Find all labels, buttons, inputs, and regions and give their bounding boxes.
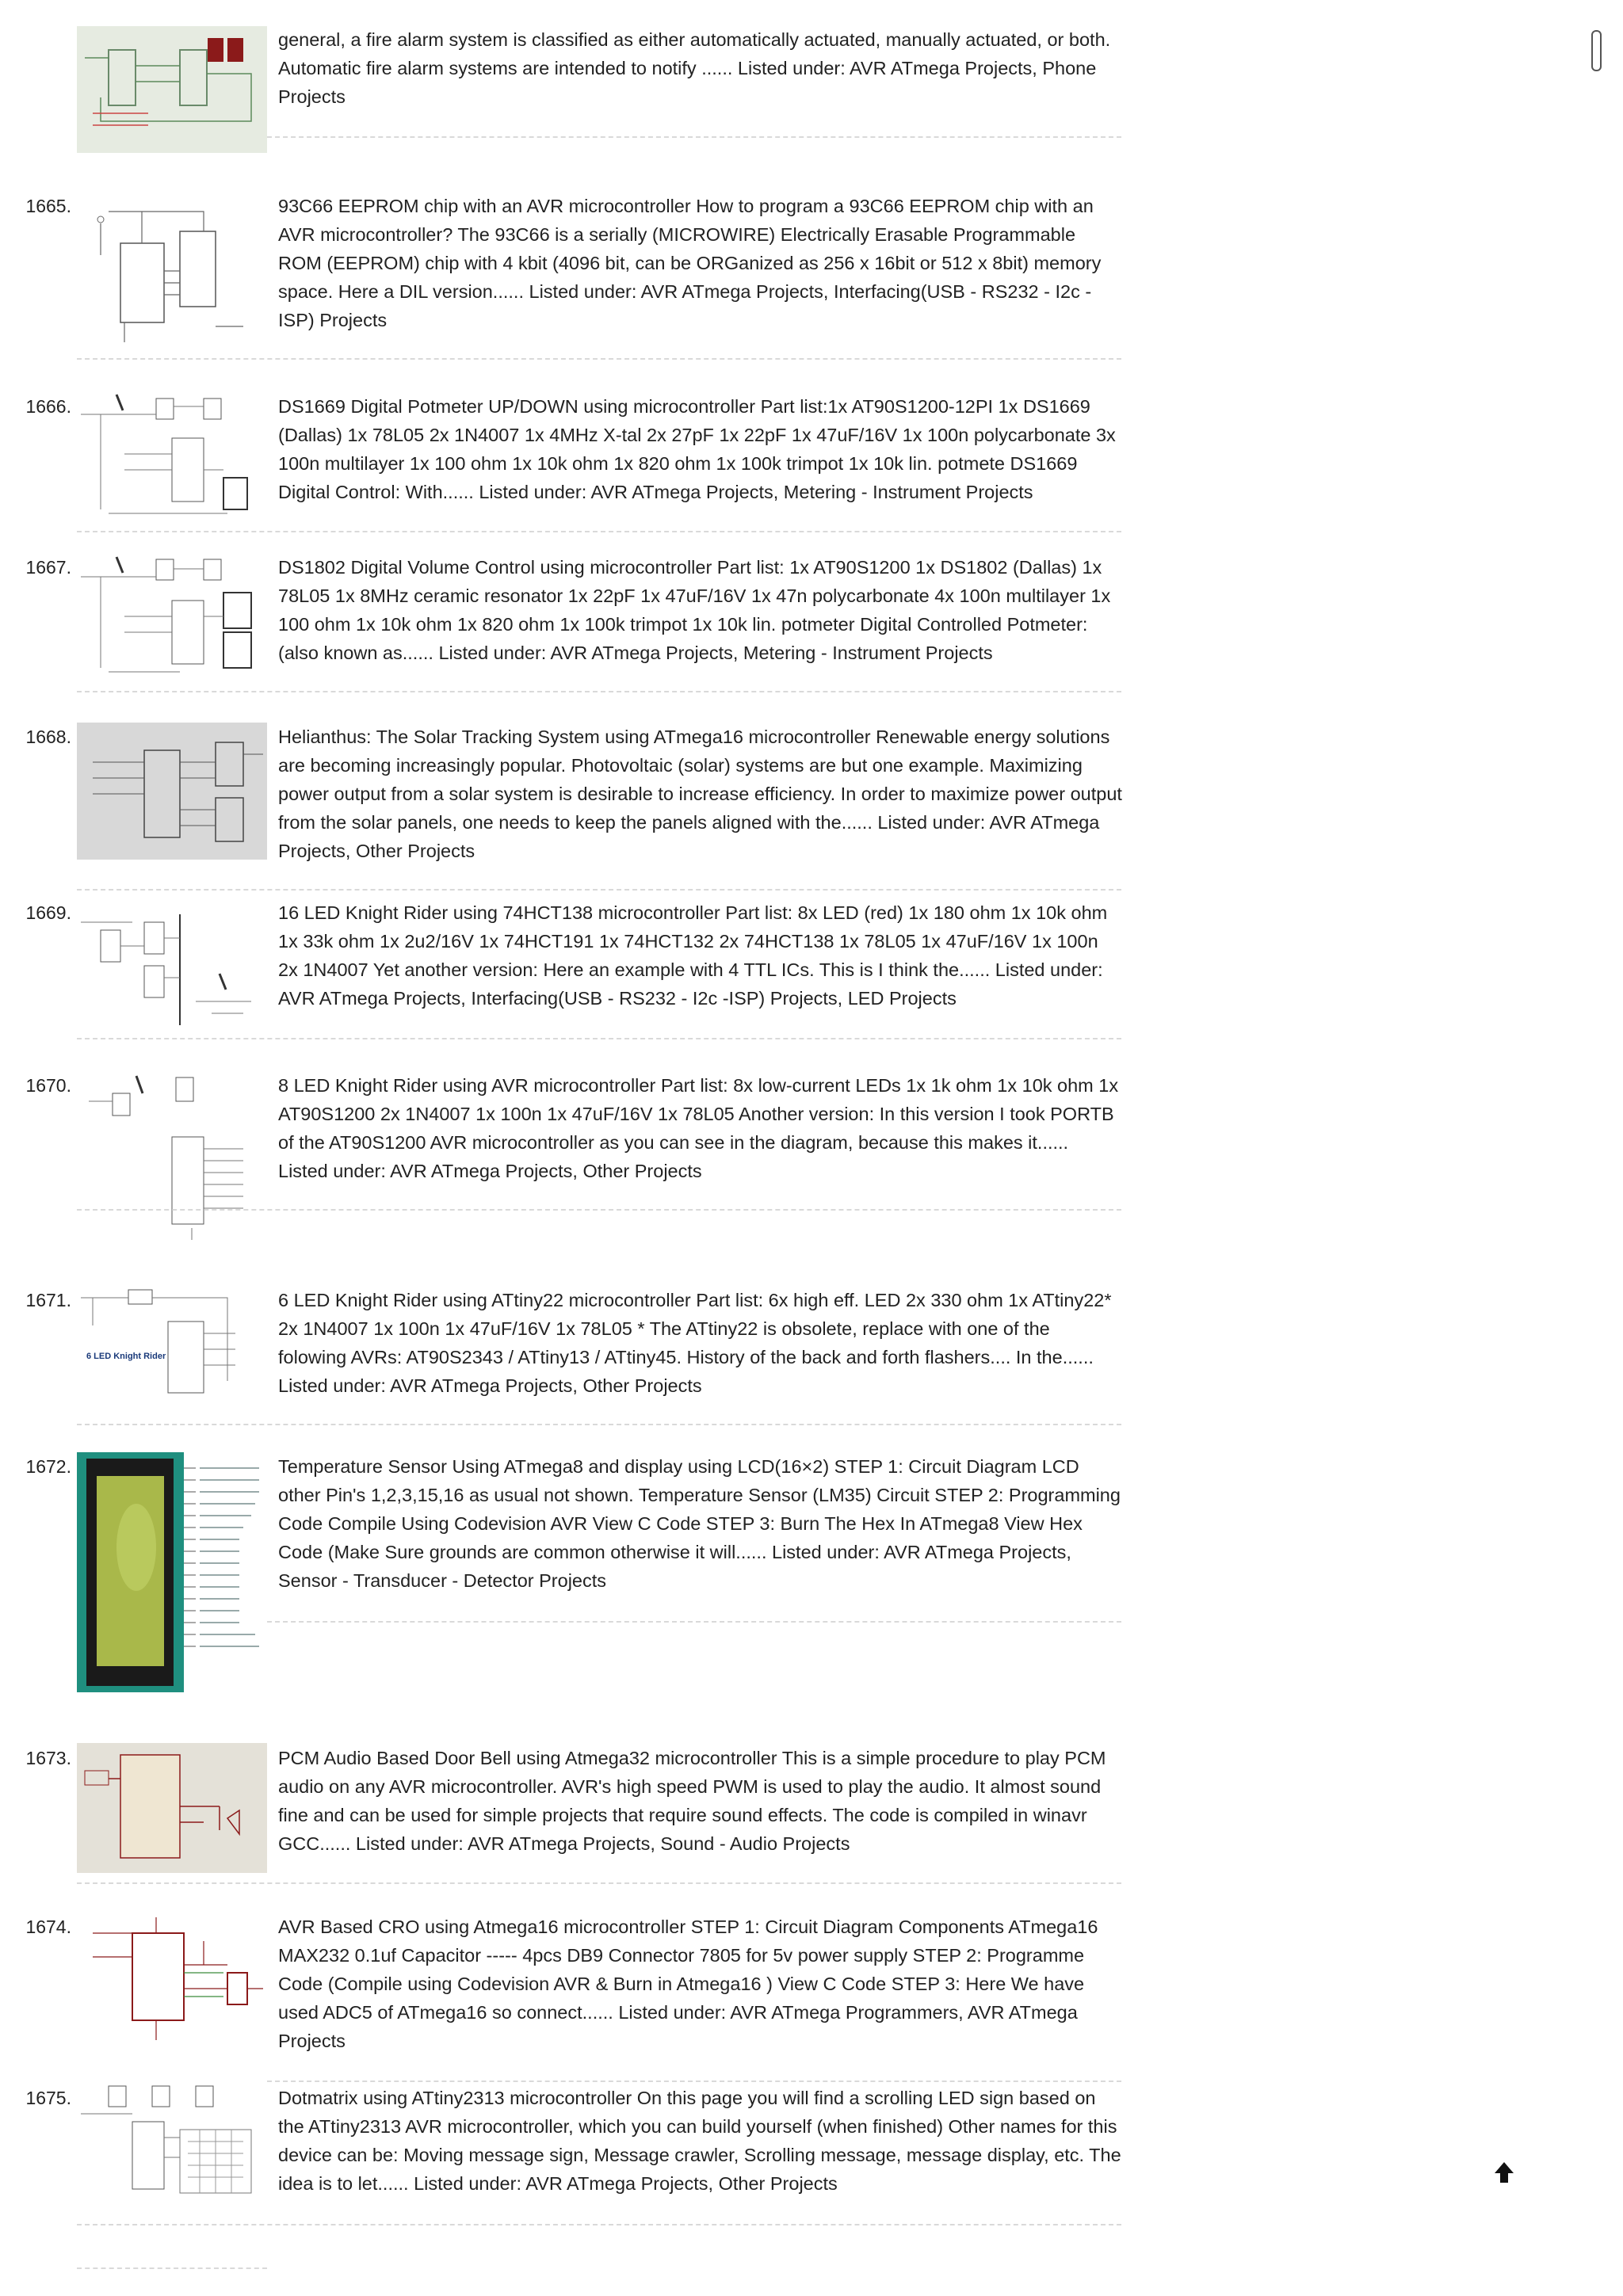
divider [77, 1209, 1121, 1211]
arrow-up-icon [1494, 2161, 1514, 2184]
entry-number: 1670. [25, 1075, 71, 1096]
divider [77, 1424, 1121, 1425]
divider [77, 889, 1121, 891]
divider [267, 136, 1121, 138]
cro-schematic-thumbnail[interactable] [77, 1909, 267, 2050]
entry-description: 6 LED Knight Rider using ATtiny22 microcontroller Part list: 6x high eff. LED 2x 330 ohm 1x ATtiny22* 2x 1N4007 1x 100n 1x 47uF/16V 1x 78L05 * The ATtiny22 is obsolete, replace with one of the folowing AVRs: AT90S2343 / ATtiny13 / ATtiny45. History of the back and forth flashers.... In the...... Listed under: AVR ATmega Projects, Other Projects [278, 1290, 1112, 1396]
entry-description: DS1802 Digital Volume Control using microcontroller Part list: 1x AT90S1200 1x DS1802 (Dallas) 1x 78L05 1x 8MHz ceramic resonator 1x 22pF 1x 47uF/16V 1x 47n polycarbonate 4x 100n multilayer 1x 100 ohm 1x 10k ohm 1x 820 ohm 1x 100k trimpot 1x 10k lin. potmeter Digital Controlled Potmeter: (also known as...... Listed under: AVR ATmega Projects, Metering - Instrument Projects [278, 557, 1111, 663]
entry-number: 1668. [25, 727, 71, 747]
entry-description: Dotmatrix using ATtiny2313 microcontroller On this page you will find a scrolling LED sign based on the ATtiny2313 AVR microcontroller, which you can build yourself (when finished) Other names for this device can be: Moving message sign, Message crawler, Scrolling message, message display, etc. The idea is to let...... Listed under: AVR ATmega Projects, Other Projects [278, 2088, 1121, 2194]
entry-number: 1665. [25, 196, 71, 216]
entry-description: 16 LED Knight Rider using 74HCT138 microcontroller Part list: 8x LED (red) 1x 180 ohm 1x 10k ohm 1x 33k ohm 1x 2u2/16V 1x 74HCT191 1x 74HCT132 2x 74HCT138 1x 78L05 1x 47uF/16V 1x 100n 2x 1N4007 Yet another version: Here an example with 4 TTL ICs. This is I think the...... Listed under: AVR ATmega Projects, Interfacing(USB - RS232 - I2c -ISP) Projects, LED Projects [278, 902, 1108, 1009]
thumbnail-label: 6 LED Knight Rider [86, 1352, 166, 1361]
divider [267, 1621, 1121, 1623]
entry-description: Helianthus: The Solar Tracking System using ATmega16 microcontroller Renewable energy solutions are becoming increasingly popular. Photovoltaic (solar) systems are but one example. Maximizing power output from a solar system is desirable to increase efficiency. In order to maximize power output from the solar panels, one needs to keep the panels aligned with the...... Listed under: AVR ATmega Projects, Other Projects [278, 727, 1122, 861]
entry-description: general, a fire alarm system is classified as either automatically actuated, manually actuated, or both. Automatic fire alarm systems are intended to notify ...... Listed under: AVR ATmega Projects, Phone Projects [278, 29, 1111, 107]
divider [77, 1038, 1121, 1039]
fire-alarm-schematic-thumbnail[interactable] [77, 26, 267, 153]
divider [77, 691, 1121, 692]
entry-number: 1673. [25, 1748, 71, 1768]
entry-number: 1669. [25, 902, 71, 923]
divider [77, 531, 1121, 532]
entry-description: DS1669 Digital Potmeter UP/DOWN using microcontroller Part list:1x AT90S1200-12PI 1x DS1669 (Dallas) 1x 78L05 2x 1N4007 1x 4MHz X-tal 2x 27pF 1x 22pF 1x 47uF/16V 1x 100n polycarbonate 3x 100n multilayer 1x 100 ohm 1x 10k ohm 1x 820 ohm 1x 100k trimpot 1x 10k lin. potmete DS1669 Digital Control: With...... Listed under: AVR ATmega Projects, Metering - Instrument Projects [278, 396, 1116, 502]
entry-description: Temperature Sensor Using ATmega8 and display using LCD(16×2) STEP 1: Circuit Diagram LCD other Pin's 1,2,3,15,16 as usual not shown. Temperature Sensor (LM35) Circuit STEP 2: Programming Code Compile Using Codevision AVR View C Code STEP 3: Burn The Hex In ATmega8 View Hex Code (Make Sure grounds are common otherwise it will...... Listed under: AVR ATmega Projects, Sensor - Transducer - Detector Projects [278, 1456, 1121, 1591]
knight-rider-6-schematic-thumbnail[interactable] [77, 1286, 267, 1414]
entry-number: 1666. [25, 396, 71, 417]
entry-description: AVR Based CRO using Atmega16 microcontroller STEP 1: Circuit Diagram Components ATmega16 MAX232 0.1uf Capacitor ----- 4pcs DB9 Connector 7805 for 5v power supply STEP 2: Programme Code (Compile using Codevision AVR & Burn in Atmega16 ) View C Code STEP 3: Here We have used ADC5 of ATmega16 so connect...... Listed under: AVR ATmega Programmers, AVR ATmega Projects [278, 1917, 1098, 2051]
entry-number: 1667. [25, 557, 71, 578]
volume-control-schematic-thumbnail[interactable] [77, 553, 267, 680]
lcd-module-photo-thumbnail[interactable] [77, 1452, 267, 1692]
entry-number: 1674. [25, 1917, 71, 1937]
entry-description: 8 LED Knight Rider using AVR microcontroller Part list: 8x low-current LEDs 1x 1k ohm 1x 10k ohm 1x AT90S1200 2x 1N4007 1x 100n 1x 47uF/16V 1x 78L05 Another version: In this version I took PORTB of the AT90S1200 AVR microcontroller as you can see in the diagram, because this makes it...... Listed under: AVR ATmega Projects, Other Projects [278, 1075, 1119, 1181]
divider [77, 2267, 267, 2269]
entry-description: 93C66 EEPROM chip with an AVR microcontroller How to program a 93C66 EEPROM chip with an AVR microcontroller? The 93C66 is a serially (MICROWIRE) Electrically Erasable Programmable ROM (EEPROM) chip with 4 kbit (4096 bit, can be ORGanized as 256 x 16bit or 512 x 8bit) memory space. Here a DIL version...... Listed under: AVR ATmega Projects, Interfacing(USB - RS232 - I2c - ISP) Projects [278, 196, 1102, 330]
dotmatrix-schematic-thumbnail[interactable] [77, 2082, 267, 2201]
divider [77, 2224, 1121, 2225]
solar-tracker-schematic-thumbnail[interactable] [77, 723, 267, 860]
knight-rider-16-schematic-thumbnail[interactable] [77, 898, 267, 1035]
scroll-indicator[interactable] [1591, 30, 1602, 71]
divider [267, 2081, 1121, 2082]
back-to-top-button[interactable] [1488, 2157, 1520, 2188]
divider [77, 1882, 1121, 1884]
entry-description: PCM Audio Based Door Bell using Atmega32 microcontroller This is a simple procedure to play PCM audio on any AVR microcontroller. AVR's high speed PWM is used to play the audio. It almost sound fine and can be used for simple projects that require sound effects. The code is compiled in winavr GCC...... Listed under: AVR ATmega Projects, Sound - Audio Projects [278, 1748, 1106, 1854]
knight-rider-8-schematic-thumbnail[interactable] [77, 1070, 267, 1245]
entry-number: 1675. [25, 2088, 71, 2108]
potmeter-schematic-thumbnail[interactable] [77, 391, 267, 525]
eeprom-schematic-thumbnail[interactable] [77, 200, 267, 354]
entry-number: 1671. [25, 1290, 71, 1310]
entry-number: 1672. [25, 1456, 71, 1477]
divider [77, 358, 1121, 360]
door-bell-schematic-thumbnail[interactable] [77, 1743, 267, 1873]
